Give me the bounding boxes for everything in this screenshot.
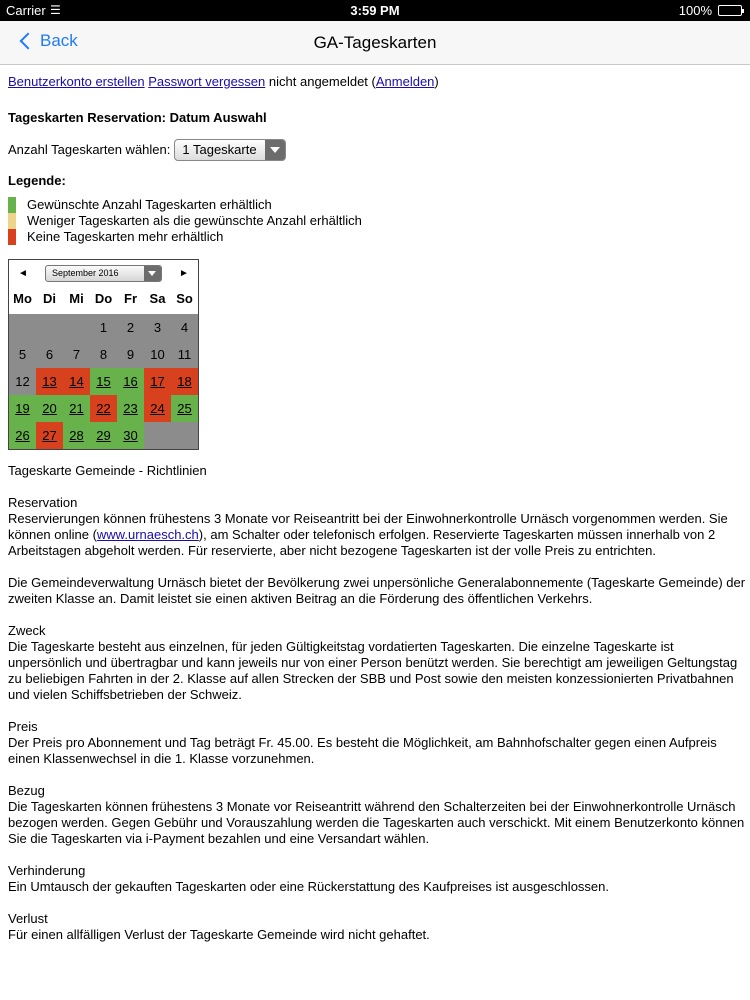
calendar-day [144, 341, 171, 368]
calendar-day-number: 7 [72, 347, 81, 362]
wifi-icon: ☰ [50, 3, 61, 17]
login-status: nicht angemeldet ( [268, 74, 376, 89]
calendar-day[interactable] [36, 422, 63, 449]
calendar-day-number: 16 [123, 374, 138, 389]
legend-swatch [8, 229, 16, 245]
section-text: Die Tageskarten können frühestens 3 Monate vor Reiseantritt während den Schalterzeiten bei der Einwohnerkontrolle Urnäsch bezogen werden. Gegen Gebühr und Vorauszahlung werden die Tageskarten auch verschickt. Mit einem Benutzerkonto können Sie die Tageskarten via i-Payment bezahlen und eine Versandart wählen. [8, 799, 745, 846]
legend-text: Keine Tageskarten mehr erhältlich [27, 229, 224, 244]
calendar-day-number: 26 [15, 428, 30, 443]
guidelines-title: Tageskarte Gemeinde - Richtlinien [8, 463, 207, 478]
weekday-header: Di [36, 287, 63, 314]
section-text: Die Gemeindeverwaltung Urnäsch bietet der Bevölkerung zwei unpersönliche Generalabonnemente (Tageskarte Gemeinde) der zweiten Klasse an. Damit leistet sie einen aktiven Beitrag an die Förderung des öffentlichen Verkehrs. [8, 575, 746, 606]
calendar-empty-cell [63, 314, 90, 341]
section-title: Bezug [8, 783, 45, 798]
login-link[interactable]: Anmelden [375, 74, 435, 89]
section-reservation [8, 495, 750, 559]
calendar-grid [9, 287, 198, 449]
calendar-day-number: 17 [150, 374, 165, 389]
calendar-day[interactable] [117, 368, 144, 395]
calendar-day-number: 19 [15, 401, 30, 416]
calendar-day-number: 25 [177, 401, 192, 416]
section-intro [8, 575, 750, 607]
calendar-day[interactable] [63, 368, 90, 395]
clock: 3:59 PM [350, 3, 400, 18]
calendar-day [117, 314, 144, 341]
calendar-day-number: 5 [18, 347, 27, 362]
calendar-day [117, 341, 144, 368]
calendar-day-number: 14 [69, 374, 84, 389]
section-text: Der Preis pro Abonnement und Tag beträgt Fr. 45.00. Es besteht die Möglichkeit, am Bahnhofschalter gegen einen Aufpreis einen Klassenwechsel in die 1. Klasse vorzunehmen. [8, 735, 717, 766]
weekday-header: Mi [63, 287, 90, 314]
calendar-day [9, 341, 36, 368]
calendar-day-number: 4 [180, 320, 189, 335]
calendar-day[interactable] [36, 395, 63, 422]
calendar-day-number: 13 [42, 374, 57, 389]
calendar-day-number: 21 [69, 401, 84, 416]
calendar-day [90, 314, 117, 341]
count-select[interactable] [174, 139, 286, 161]
calendar-day-number: 1 [99, 320, 108, 335]
calendar-day[interactable] [90, 368, 117, 395]
login-close-paren: ) [434, 74, 439, 89]
calendar-day[interactable] [171, 395, 198, 422]
calendar-day[interactable] [144, 395, 171, 422]
calendar-day-number: 28 [69, 428, 84, 443]
legend [8, 197, 750, 245]
count-select-row [8, 139, 750, 161]
calendar-day[interactable] [9, 395, 36, 422]
legend-text: Weniger Tageskarten als die gewünschte Anzahl erhältlich [27, 213, 362, 228]
calendar-day-number: 9 [126, 347, 135, 362]
legend-swatch [8, 197, 16, 213]
calendar-day[interactable] [171, 368, 198, 395]
chevron-down-icon [265, 140, 285, 160]
section-text: Die Tageskarte besteht aus einzelnen, für jeden Gültigkeitstag vordatierten Tageskarten. Die einzelne Tageskarte ist unpersönlich und übertragbar und kann jeweils nur von einer Person benützt werden. Sie berechtigt am jeweiligen Geltungstag zu beliebigen Fahrten in der 2. Klasse auf allen Strecken der SBB und Post sowie den meisten konzessionierten Privatbahnen und vielen Schiffsbetrieben der Schweiz. [8, 639, 738, 702]
section-title: Reservation [8, 495, 78, 510]
count-select-value: 1 Tageskarte [182, 142, 257, 157]
section-preis [8, 719, 750, 767]
calendar-day-number: 12 [15, 374, 30, 389]
legend-text: Gewünschte Anzahl Tageskarten erhältlich [27, 197, 272, 212]
calendar-day-number: 11 [177, 347, 192, 362]
calendar-day-number: 18 [177, 374, 192, 389]
calendar-day [36, 341, 63, 368]
calendar-empty-cell [9, 314, 36, 341]
calendar-day [171, 341, 198, 368]
carrier-label: Carrier [6, 3, 46, 18]
calendar-day [63, 341, 90, 368]
forgot-password-link[interactable]: Passwort vergessen [148, 74, 266, 89]
create-account-link[interactable]: Benutzerkonto erstellen [8, 74, 145, 89]
section-text: Für einen allfälligen Verlust der Tageskarte Gemeinde wird nicht gehaftet. [8, 927, 430, 942]
account-links [8, 74, 750, 90]
calendar-day-number: 30 [123, 428, 138, 443]
calendar-day [144, 314, 171, 341]
section-verhinderung [8, 863, 750, 895]
calendar-day[interactable] [117, 422, 144, 449]
legend-title: Legende: [8, 173, 66, 188]
calendar-day-number: 10 [150, 347, 165, 362]
main-content [8, 64, 750, 943]
count-select-label: Anzahl Tageskarten wählen: [8, 142, 171, 157]
section-title: Verlust [8, 911, 48, 926]
calendar-day[interactable] [90, 395, 117, 422]
calendar-day [9, 368, 36, 395]
calendar [8, 259, 199, 450]
weekday-header: Mo [9, 287, 36, 314]
calendar-day-number: 23 [123, 401, 138, 416]
section-text-part: ), am Schalter oder telefonisch erfolgen. Reservierte Tageskarten müssen innerhalb von 2 Arbeitstagen abgeholt werden. Für reservierte, aber nicht bezogene Tageskarten ist der volle Preis zu entrichten. [8, 527, 716, 558]
calendar-day[interactable] [117, 395, 144, 422]
calendar-day[interactable] [63, 395, 90, 422]
status-bar [0, 0, 750, 21]
battery-percent: 100% [678, 3, 712, 18]
website-link[interactable]: www.urnaesch.ch [96, 527, 199, 542]
calendar-day[interactable] [36, 368, 63, 395]
calendar-day-number: 24 [150, 401, 165, 416]
calendar-day[interactable] [63, 422, 90, 449]
section-bezug [8, 783, 750, 847]
legend-item [8, 197, 750, 213]
calendar-day-number: 8 [99, 347, 108, 362]
month-select-value: September 2016 [52, 268, 119, 278]
chevron-down-icon [144, 266, 161, 281]
calendar-day-number: 22 [96, 401, 111, 416]
calendar-day [171, 314, 198, 341]
reservation-heading: Tageskarten Reservation: Datum Auswahl [8, 110, 267, 125]
navigation-bar [0, 21, 750, 65]
calendar-day-number: 15 [96, 374, 111, 389]
next-month-icon[interactable]: ► [179, 268, 189, 279]
calendar-day-number: 20 [42, 401, 57, 416]
legend-item [8, 213, 750, 229]
calendar-header [9, 260, 198, 287]
weekday-header: Fr [117, 287, 144, 314]
calendar-day-number: 2 [126, 320, 135, 335]
section-text [8, 511, 750, 559]
section-title: Preis [8, 719, 38, 734]
calendar-day [90, 341, 117, 368]
weekday-header: Do [90, 287, 117, 314]
back-label: Back [40, 31, 78, 50]
legend-item [8, 229, 750, 245]
calendar-day-number: 3 [153, 320, 162, 335]
calendar-day-number: 27 [42, 428, 57, 443]
calendar-day[interactable] [9, 422, 36, 449]
battery-icon [718, 5, 742, 16]
calendar-empty-cell [36, 314, 63, 341]
weekday-header: So [171, 287, 198, 314]
weekday-header: Sa [144, 287, 171, 314]
month-select[interactable] [45, 265, 162, 282]
legend-swatch [8, 213, 16, 229]
section-title: Verhinderung [8, 863, 86, 878]
calendar-day-number: 29 [96, 428, 111, 443]
calendar-empty-cell [171, 422, 198, 449]
calendar-day-number: 6 [45, 347, 54, 362]
section-text: Ein Umtausch der gekauften Tageskarten oder eine Rückerstattung des Kaufpreises ist ausgeschlossen. [8, 879, 609, 894]
calendar-empty-cell [144, 422, 171, 449]
prev-month-icon[interactable]: ◄ [18, 268, 28, 279]
section-title: Zweck [8, 623, 46, 638]
calendar-day[interactable] [90, 422, 117, 449]
section-zweck [8, 623, 750, 703]
calendar-day[interactable] [144, 368, 171, 395]
section-text-part: Reservierungen können frühestens 3 Monate vor Reiseantritt bei der Einwohnerkontrolle Urnäsch vorgenommen werden. Sie können online ( [8, 511, 728, 542]
section-verlust [8, 911, 750, 943]
page-title: GA-Tageskarten [313, 33, 437, 52]
